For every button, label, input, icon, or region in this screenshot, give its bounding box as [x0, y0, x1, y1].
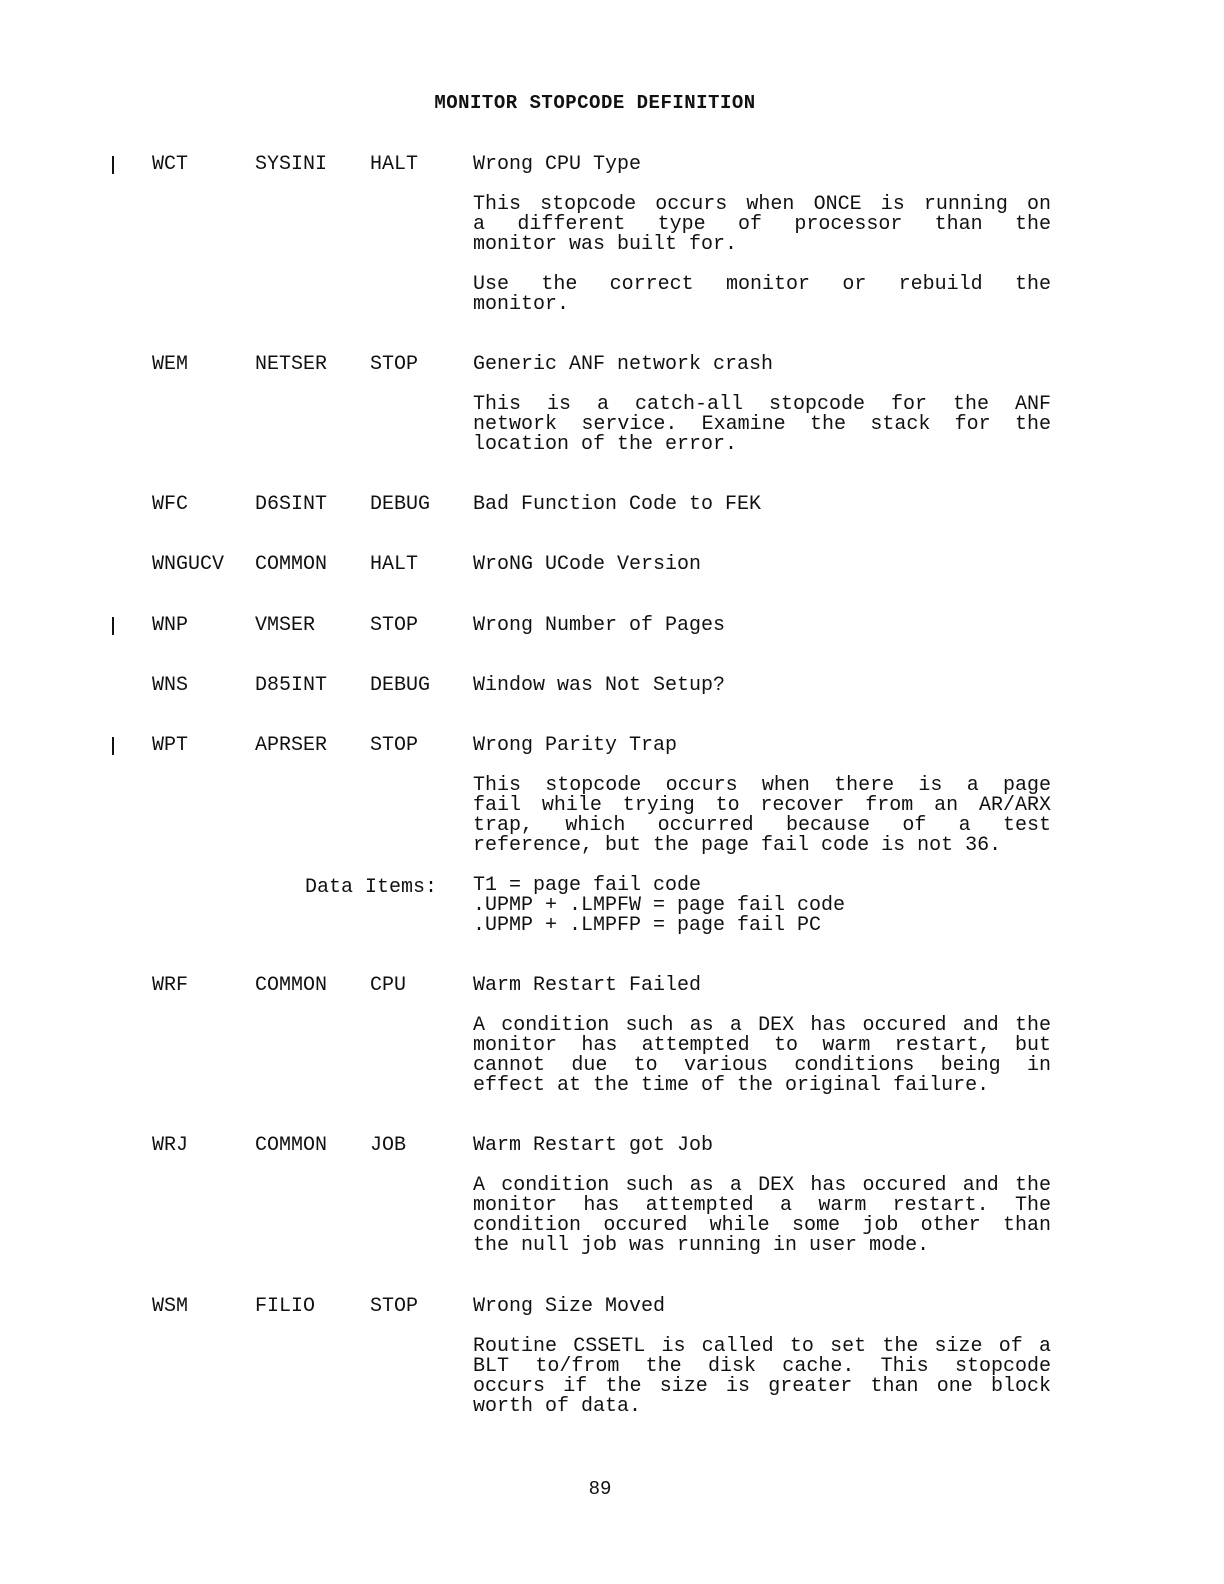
stopcode-type: STOP: [370, 734, 419, 757]
stopcode-title: Warm Restart got Job: [473, 1134, 714, 1157]
description-paragraph: [473, 195, 1051, 255]
description-line: This is a catch-all stopcode for the ANF: [473, 393, 1051, 416]
stopcode-type: HALT: [370, 553, 419, 576]
description-line: This stopcode occurs when ONCE is running on: [473, 193, 1051, 216]
description-line: monitor has attempted a warm restart. The: [473, 1194, 1051, 1217]
description-line: trap, which occurred because of a test: [473, 814, 1051, 837]
stopcode-title: Window was Not Setup?: [473, 674, 726, 697]
change-bar: [112, 737, 114, 755]
stopcode-description: [473, 155, 1051, 315]
stopcode-description: [473, 1297, 1051, 1417]
description-paragraph: [473, 1337, 1051, 1417]
stopcode-module: APRSER: [255, 734, 328, 757]
description-line: reference, but the page fail code is not 36.: [473, 834, 1002, 857]
stopcode-module: COMMON: [255, 1134, 328, 1157]
description-line: BLT to/from the disk cache. This stopcode: [473, 1355, 1051, 1378]
description-line: A condition such as a DEX has occured and the: [473, 1174, 1051, 1197]
stopcode-title: Warm Restart Failed: [473, 974, 702, 997]
stopcode-description: [473, 736, 1051, 936]
description-line: a different type of processor than the: [473, 213, 1051, 236]
description-line: location of the error.: [473, 433, 738, 456]
description-line: network service. Examine the stack for the: [473, 413, 1051, 436]
stopcode-module: VMSER: [255, 614, 316, 637]
description-line: monitor was built for.: [473, 233, 738, 256]
description-line: Routine CSSETL is called to set the size of a: [473, 1335, 1051, 1358]
stopcode-description: [473, 555, 1051, 575]
stopcode-type: DEBUG: [370, 493, 431, 516]
stopcode-type: STOP: [370, 1295, 419, 1318]
stopcode-module: D6SINT: [255, 493, 328, 516]
stopcode-type: CPU: [370, 974, 407, 997]
description-paragraph: [473, 776, 1051, 856]
stopcode-module: NETSER: [255, 353, 328, 376]
description-line: monitor.: [473, 293, 570, 316]
description-line: cannot due to various conditions being in: [473, 1054, 1051, 1077]
stopcode-module: FILIO: [255, 1295, 316, 1318]
data-items-label: Data Items:: [305, 876, 438, 899]
description-line: worth of data.: [473, 1395, 642, 1418]
stopcode-title: Bad Function Code to FEK: [473, 493, 762, 516]
stopcode-name: WNGUCV: [152, 553, 225, 576]
description-paragraph: [473, 395, 1051, 455]
stopcode-name: WRJ: [152, 1134, 189, 1157]
stopcode-title: Wrong CPU Type: [473, 153, 642, 176]
stopcode-type: STOP: [370, 353, 419, 376]
stopcode-type: DEBUG: [370, 674, 431, 697]
stopcode-name: WNP: [152, 614, 189, 637]
stopcode-name: WSM: [152, 1295, 189, 1318]
data-item: T1 = page fail code: [473, 874, 702, 897]
description-paragraph: [473, 1176, 1051, 1256]
stopcode-description: [473, 1136, 1051, 1256]
change-bar: [112, 617, 114, 635]
description-paragraph: [473, 1016, 1051, 1096]
stopcode-description: [473, 495, 1051, 515]
stopcode-title: WroNG UCode Version: [473, 553, 702, 576]
description-line: the null job was running in user mode.: [473, 1234, 930, 1257]
stopcode-description: [473, 976, 1051, 1096]
description-paragraph: [473, 275, 1051, 315]
description-line: effect at the time of the original failure.: [473, 1074, 990, 1097]
description-line: fail while trying to recover from an AR/ARX: [473, 794, 1051, 817]
stopcode-title: Generic ANF network crash: [473, 353, 774, 376]
stopcode-type: STOP: [370, 614, 419, 637]
stopcode-description: [473, 355, 1051, 455]
stopcode-description: [473, 616, 1051, 636]
stopcode-name: WRF: [152, 974, 189, 997]
stopcode-title: Wrong Number of Pages: [473, 614, 726, 637]
stopcode-module: D85INT: [255, 674, 328, 697]
stopcode-name: WNS: [152, 674, 189, 697]
page-number: 89: [588, 1478, 612, 1500]
description-line: A condition such as a DEX has occured and the: [473, 1014, 1051, 1037]
stopcode-type: HALT: [370, 153, 419, 176]
data-item: .UPMP + .LMPFP = page fail PC: [473, 914, 822, 937]
stopcode-module: COMMON: [255, 974, 328, 997]
description-line: condition occured while some job other than: [473, 1214, 1051, 1237]
stopcode-title: Wrong Parity Trap: [473, 734, 678, 757]
change-bar: [112, 156, 114, 174]
data-item: .UPMP + .LMPFW = page fail code: [473, 894, 846, 917]
description-line: Use the correct monitor or rebuild the: [473, 273, 1051, 296]
description-line: monitor has attempted to warm restart, but: [473, 1034, 1051, 1057]
stopcode-name: WPT: [152, 734, 189, 757]
stopcode-module: COMMON: [255, 553, 328, 576]
stopcode-description: [473, 676, 1051, 696]
stopcode-name: WCT: [152, 153, 189, 176]
stopcode-type: JOB: [370, 1134, 407, 1157]
stopcode-title: Wrong Size Moved: [473, 1295, 666, 1318]
data-items-list: [473, 876, 1051, 936]
stopcode-module: SYSINI: [255, 153, 328, 176]
stopcode-name: WFC: [152, 493, 189, 516]
stopcode-name: WEM: [152, 353, 189, 376]
page-title: MONITOR STOPCODE DEFINITION: [434, 92, 756, 114]
description-line: This stopcode occurs when there is a page: [473, 774, 1051, 797]
description-line: occurs if the size is greater than one block: [473, 1375, 1051, 1398]
